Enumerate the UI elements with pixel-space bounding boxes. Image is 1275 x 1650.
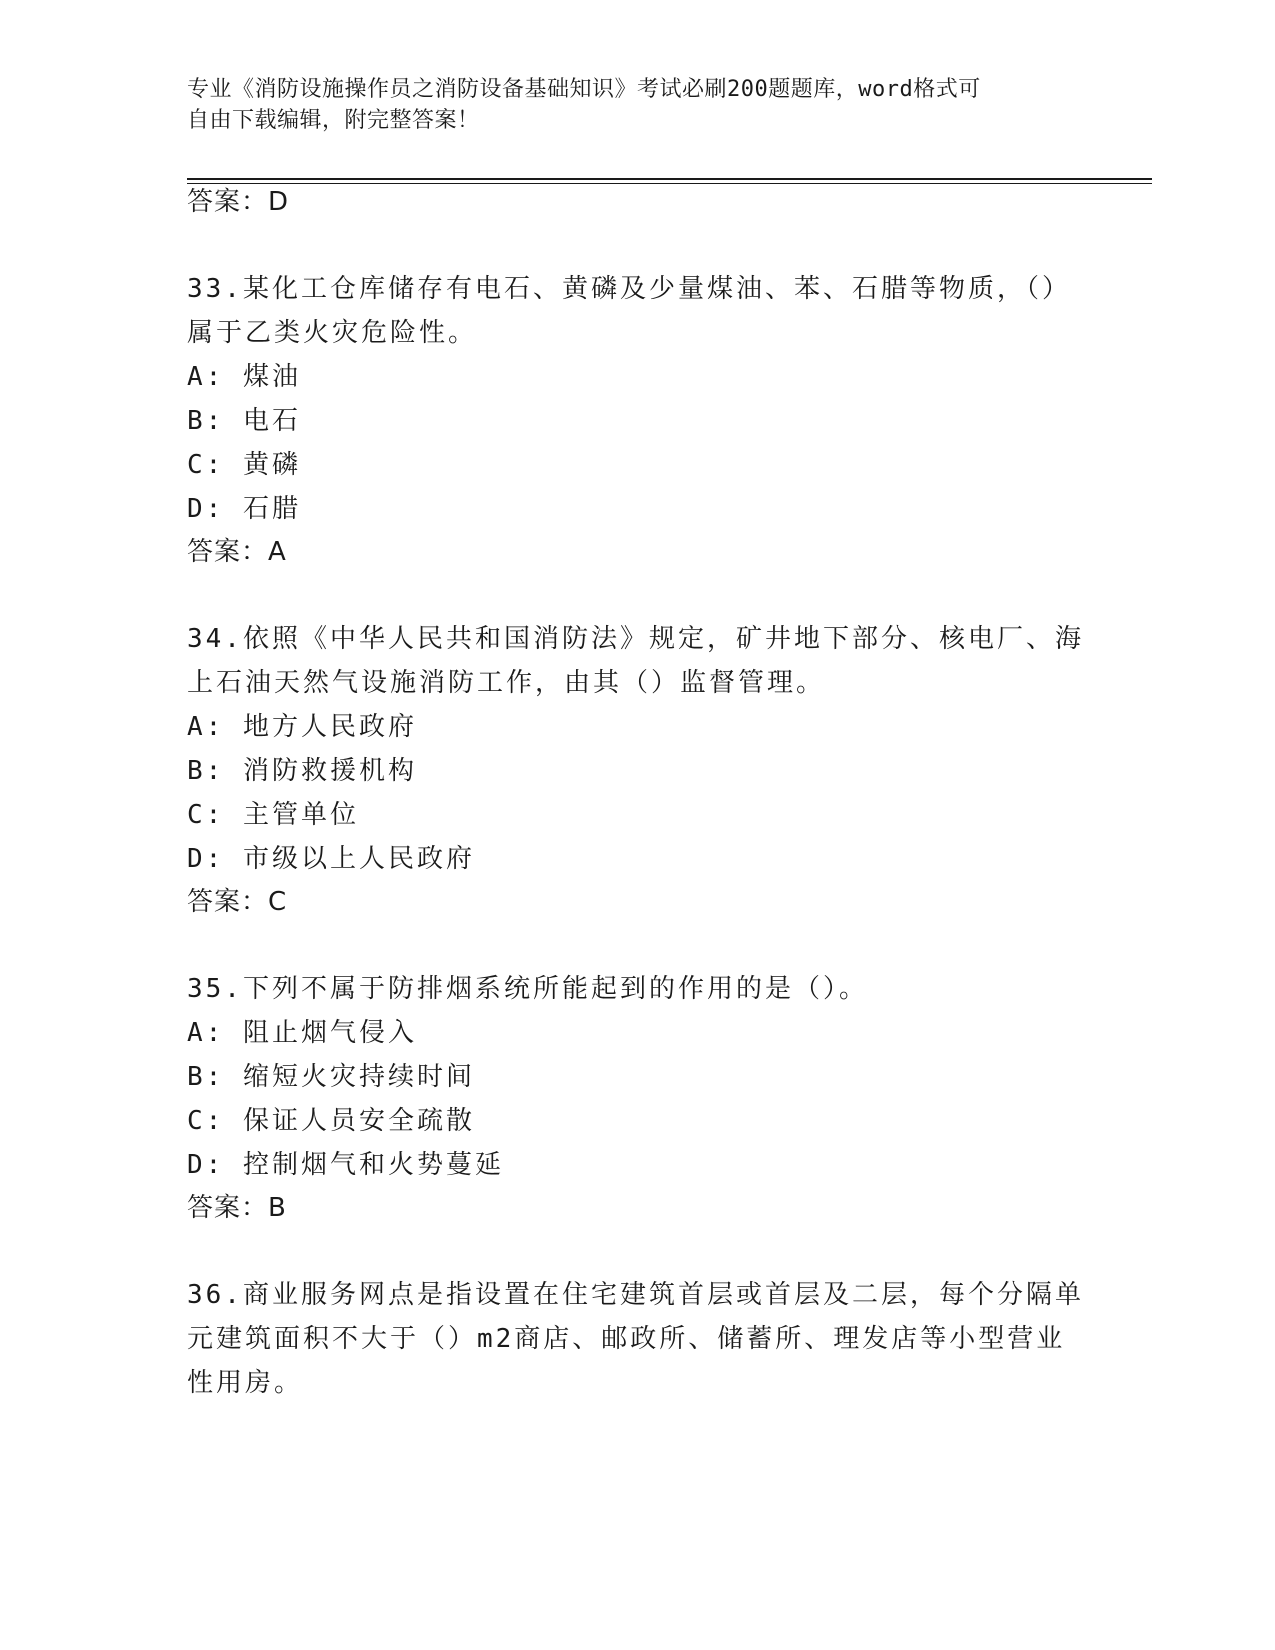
question-34-option-a: A: 地方人民政府 <box>187 712 417 742</box>
header-divider <box>187 178 1152 180</box>
header-line-2: 自由下载编辑，附完整答案！ <box>187 108 480 133</box>
question-35-answer: 答案：B <box>187 1193 287 1223</box>
question-34-option-c: C: 主管单位 <box>187 800 359 830</box>
question-34-stem-line-2: 上石油天然气设施消防工作，由其（）监督管理。 <box>187 668 826 698</box>
question-35-option-c: C: 保证人员安全疏散 <box>187 1106 475 1136</box>
header-line-1: 专业《消防设施操作员之消防设备基础知识》考试必刷200题题库，word格式可 <box>187 77 981 102</box>
question-36-stem-line-1: 36.商业服务网点是指设置在住宅建筑首层或首层及二层，每个分隔单 <box>187 1280 1084 1310</box>
question-34-option-d: D: 市级以上人民政府 <box>187 844 475 874</box>
question-34-stem-line-1: 34.依照《中华人民共和国消防法》规定，矿井地下部分、核电厂、海 <box>187 624 1084 654</box>
question-36-stem-line-3: 性用房。 <box>187 1368 304 1398</box>
question-35-option-b: B: 缩短火灾持续时间 <box>187 1062 475 1092</box>
question-35-stem-line-1: 35.下列不属于防排烟系统所能起到的作用的是（）。 <box>187 974 868 1004</box>
question-33-option-b: B: 电石 <box>187 406 301 436</box>
question-33-option-c: C: 黄磷 <box>187 450 301 480</box>
question-34-answer: 答案：C <box>187 887 288 917</box>
question-33-option-a: A: 煤油 <box>187 362 301 392</box>
question-34-option-b: B: 消防救援机构 <box>187 756 417 786</box>
question-33-answer: 答案：A <box>187 537 287 567</box>
answer-32: 答案：D <box>187 187 290 217</box>
question-33-option-d: D: 石腊 <box>187 494 301 524</box>
document-header <box>187 74 1087 136</box>
question-33-stem-line-2: 属于乙类火灾危险性。 <box>187 318 478 348</box>
question-33-stem-line-1: 33.某化工仓库储存有电石、黄磷及少量煤油、苯、石腊等物质，（） <box>187 274 1071 304</box>
question-36-stem-line-2: 元建筑面积不大于（）m2商店、邮政所、储蓄所、理发店等小型营业 <box>187 1324 1066 1354</box>
question-35-option-d: D: 控制烟气和火势蔓延 <box>187 1150 504 1180</box>
question-35-option-a: A: 阻止烟气侵入 <box>187 1018 417 1048</box>
header-divider-thin <box>187 183 1152 184</box>
